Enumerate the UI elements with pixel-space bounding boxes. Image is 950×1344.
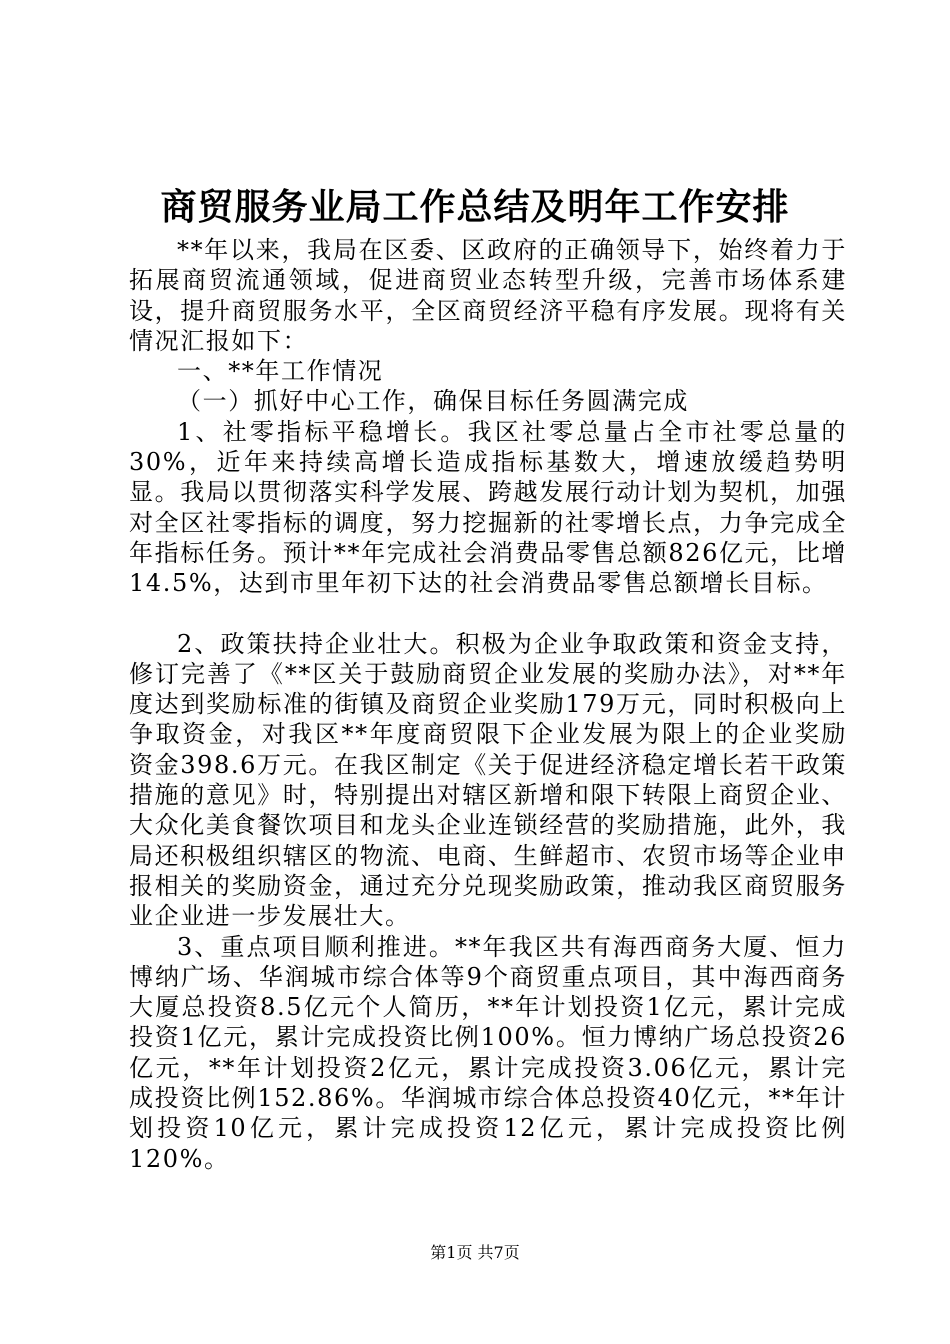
document-body (129, 235, 847, 1174)
page-footer: 第1页 共7页 (430, 1243, 520, 1262)
item-1-paragraph: 1、社零指标平稳增长。我区社零总量占全市社零总量的30%，近年来持续高增长造成指标基数大，增速放缓趋势明显。我局以贯彻落实科学发展、跨越发展行动计划为契机，加强对全区社零指标的调度，努力挖掘新的社零增长点，力争完成全年指标任务。预计**年完成社会消费品零售总额826亿元，比增14.5%，达到市里年初下达的社会消费品零售总额增长目标。 (129, 417, 847, 598)
item-2-paragraph: 2、政策扶持企业壮大。积极为企业争取政策和资金支持，修订完善了《**区关于鼓励商贸企业发展的奖励办法》，对**年度达到奖励标准的街镇及商贸企业奖励179万元，同时积极向上争取资金，对我区**年度商贸限下企业发展为限上的企业奖励资金398.6万元。在我区制定《关于促进经济稳定增长若干政策措施的意见》时，特别提出对辖区新增和限下转限上商贸企业、大众化美食餐饮项目和龙头企业连锁经营的奖励措施，此外，我局还积极组织辖区的物流、电商、生鲜超市、农贸市场等企业申报相关的奖励资金，通过充分兑现奖励政策，推动我区商贸服务业企业进一步发展壮大。 (129, 629, 847, 931)
intro-paragraph: **年以来，我局在区委、区政府的正确领导下，始终着力于拓展商贸流通领域，促进商贸业态转型升级，完善市场体系建设，提升商贸服务水平，全区商贸经济平稳有序发展。现将有关情况汇报如下： (129, 236, 847, 355)
subsection-heading: （一）抓好中心工作，确保目标任务圆满完成 (177, 387, 689, 416)
document-title: 商贸服务业局工作总结及明年工作安排 (160, 186, 790, 228)
section-heading: 一、**年工作情况 (177, 357, 384, 386)
item-3-paragraph: 3、重点项目顺利推进。**年我区共有海西商务大厦、恒力博纳广场、华润城市综合体等9个商贸重点项目，其中海西商务大厦总投资8.5亿元个人简历，**年计划投资1亿元，累计完成投资1亿元，累计完成投资比例100%。恒力博纳广场总投资26亿元，**年计划投资2亿元，累计完成投资3.06亿元，累计完成投资比例152.86%。华润城市综合体总投资40亿元，**年计划投资10亿元，累计完成投资12亿元，累计完成投资比例120%。 (129, 932, 847, 1173)
